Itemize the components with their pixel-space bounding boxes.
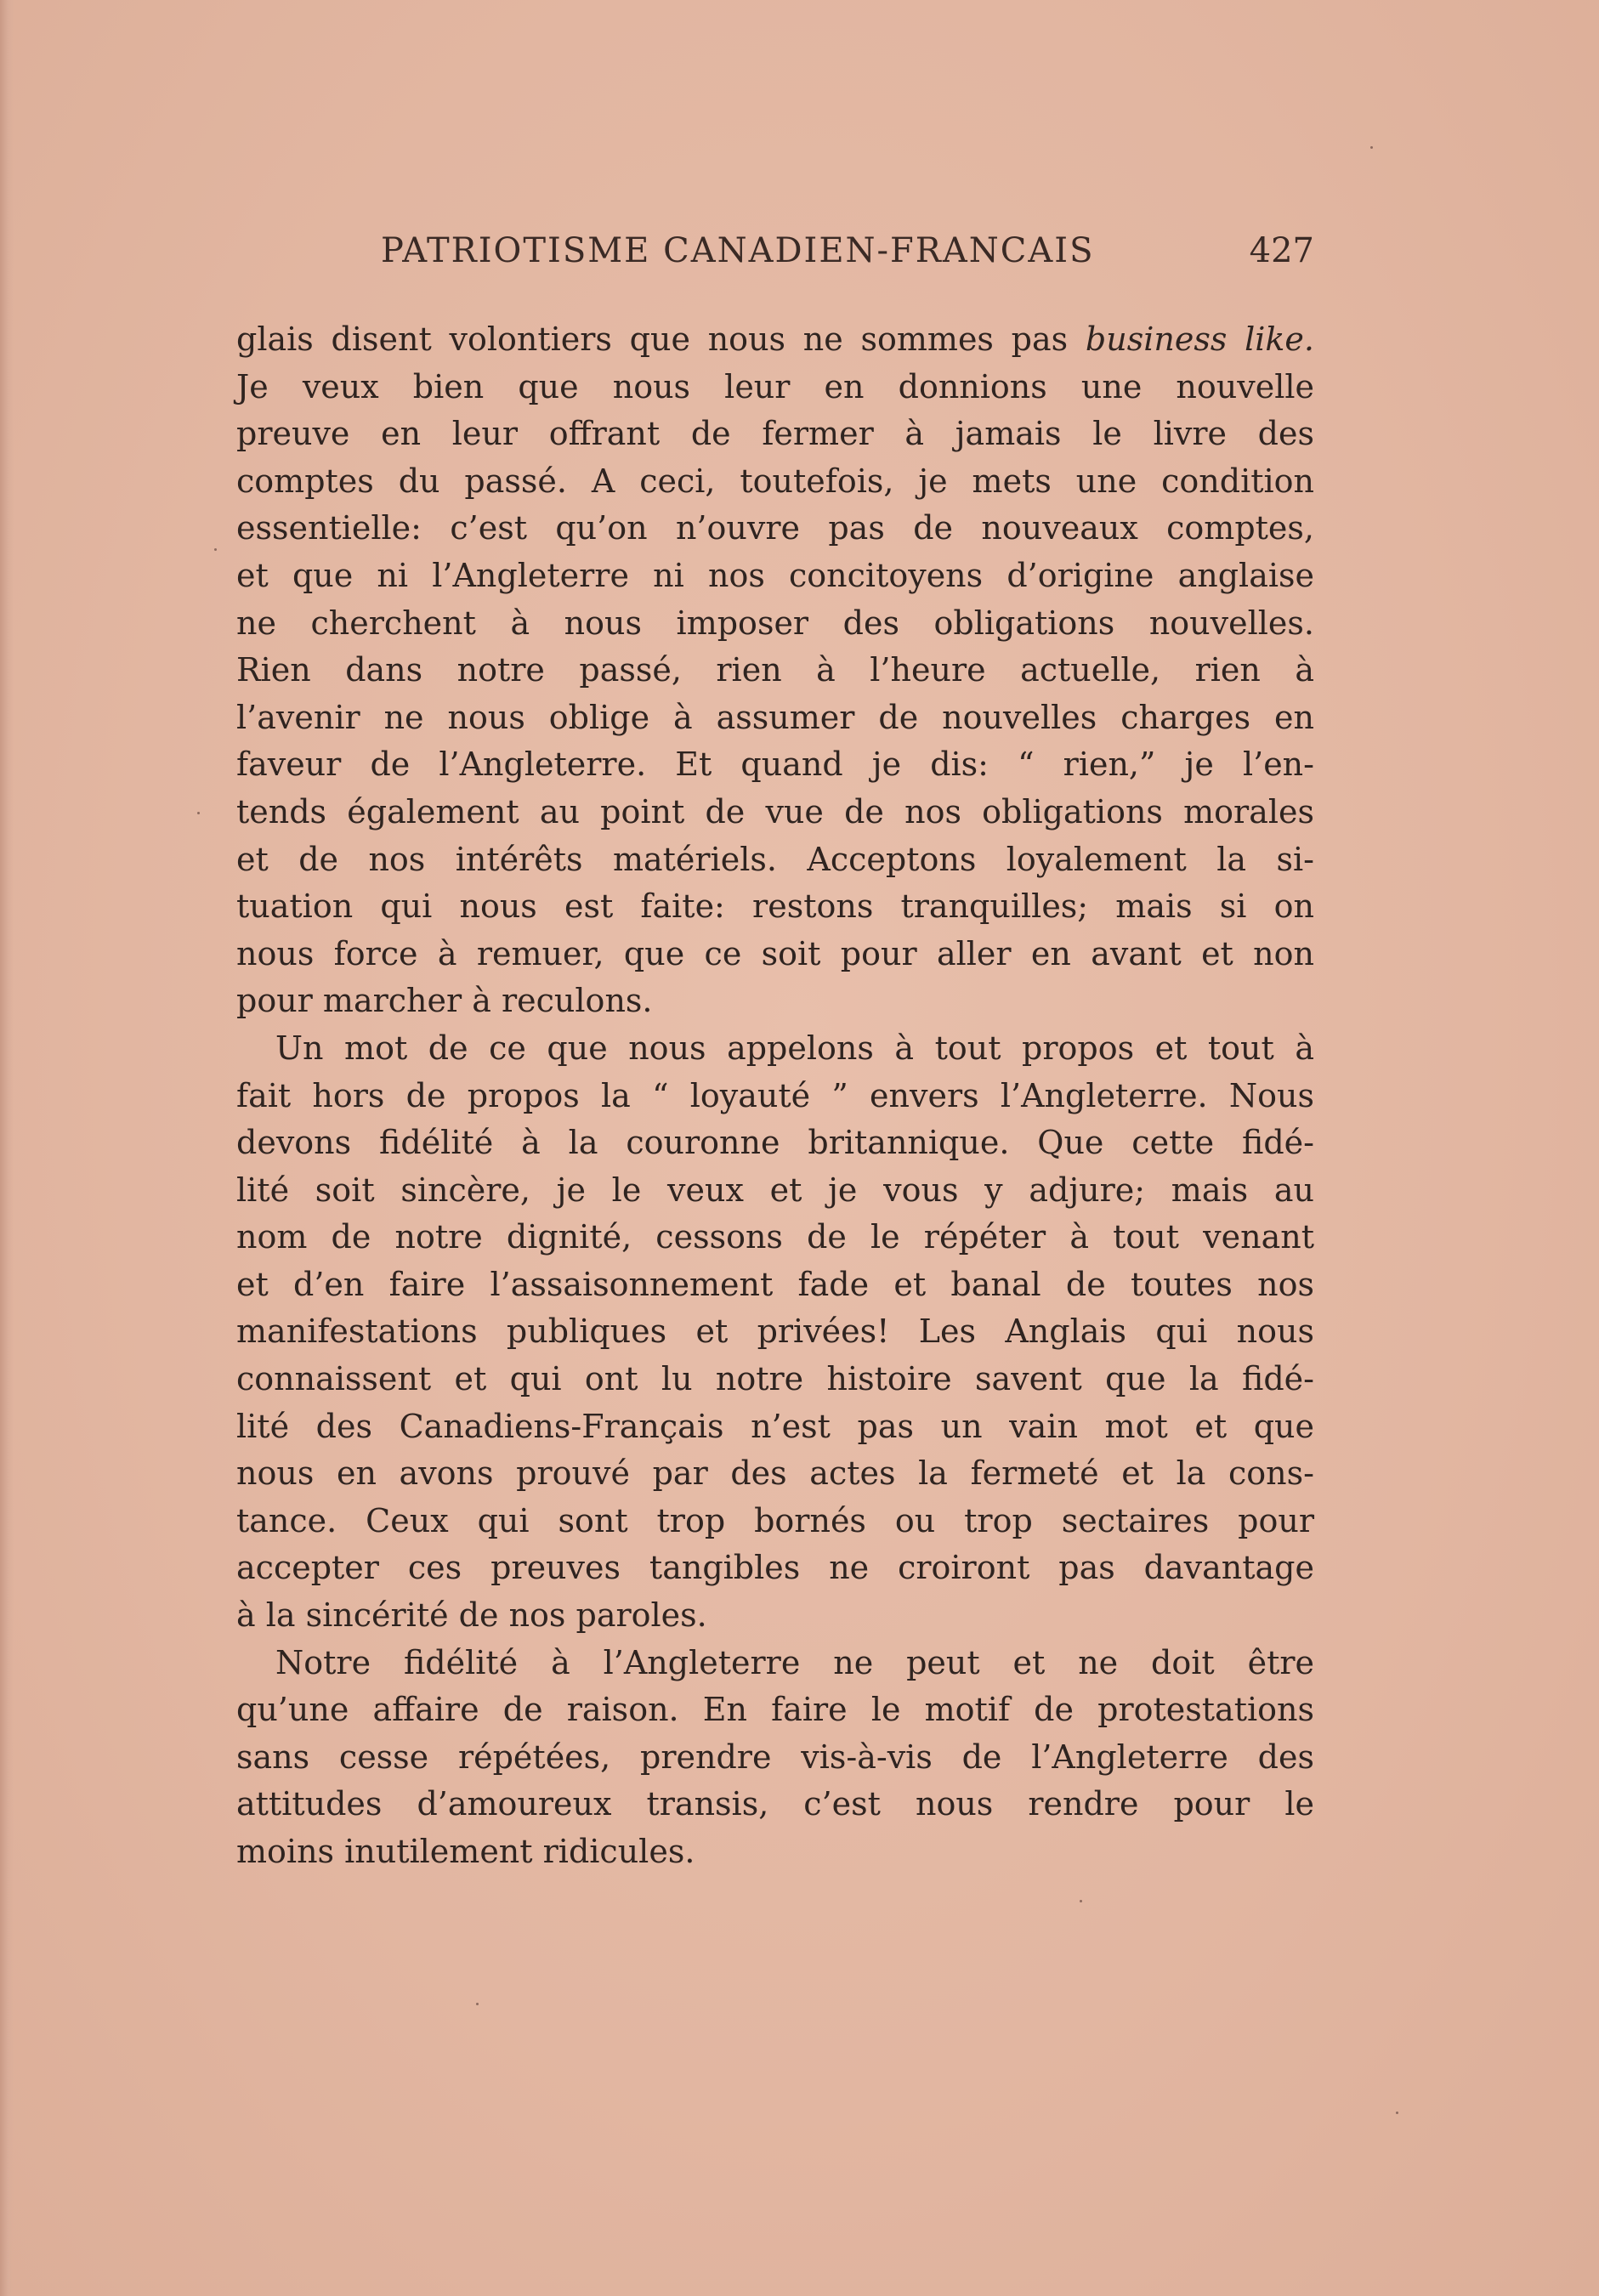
paragraph-start-line: Un mot de ce que nous appelons à tout propos et tout à: [275, 1029, 1314, 1067]
text-line: tance. Ceux qui sont trop bornés ou trop sectaires pour: [236, 1501, 1314, 1539]
text-line: fait hors de propos la “ loyauté ” envers l’Angleterre. Nous: [236, 1076, 1314, 1114]
text-line: nous en avons prouvé par des actes la fermeté et la cons-: [236, 1454, 1314, 1493]
text-line: ne cherchent à nous imposer des obligations nouvelles.: [236, 604, 1314, 642]
text-line: devons fidélité à la couronne britannique. Que cette fidé-: [236, 1124, 1314, 1162]
text-line: et d’en faire l’assaisonnement fade et banal de toutes nos: [236, 1265, 1314, 1303]
text-line: lité des Canadiens-Français n’est pas un vain mot et que: [236, 1407, 1314, 1445]
running-title: PATRIOTISME CANADIEN-FRANCAIS: [381, 231, 1095, 270]
paper-speck: [1396, 2112, 1398, 2114]
text-line: essentielle: c’est qu’on n’ouvre pas de nouveaux comptes,: [236, 509, 1314, 547]
text-line: nom de notre dignité, cessons de le répéter à tout venant: [236, 1218, 1314, 1256]
text-line: tuation qui nous est faite: restons tranquilles; mais si on: [236, 887, 1314, 926]
text-line: moins inutilement ridicules.: [236, 1833, 695, 1870]
text-line: pour marcher à reculons.: [236, 982, 653, 1020]
text-line: Rien dans notre passé, rien à l’heure actuelle, rien à: [236, 651, 1314, 689]
paper-speck: [476, 2003, 479, 2005]
text-line: l’avenir ne nous oblige à assumer de nouvelles charges en: [236, 698, 1314, 736]
text-line: sans cesse répétées, prendre vis-à-vis de l’Angleterre des: [236, 1738, 1314, 1776]
text-line: à la sincérité de nos paroles.: [236, 1596, 707, 1635]
text-line: accepter ces preuves tangibles ne croiront pas davantage: [236, 1549, 1314, 1587]
body-text: [236, 316, 1314, 1876]
paper-speck: [197, 812, 200, 814]
paper-speck: [214, 548, 217, 551]
text-line: connaissent et qui ont lu notre histoire savent que la fidé-: [236, 1360, 1314, 1398]
paper-speck: [1370, 146, 1373, 149]
text-line: comptes du passé. A ceci, toutefois, je mets une condition: [236, 462, 1314, 500]
text-line: tends également au point de vue de nos obligations morales: [236, 792, 1314, 831]
text-line: manifestations publiques et privées! Les Anglais qui nous: [236, 1312, 1314, 1351]
text-line: preuve en leur offrant de fermer à jamais le livre des: [236, 415, 1314, 453]
text-line: glais disent volontiers que nous ne sommes pas business like.: [236, 320, 1314, 358]
text-line: faveur de l’Angleterre. Et quand je dis: “ rien,” je l’en-: [236, 745, 1314, 784]
text-line: qu’une affaire de raison. En faire le motif de protestations: [236, 1691, 1314, 1729]
text-line: nous force à remuer, que ce soit pour aller en avant et non: [236, 934, 1314, 972]
running-head: [236, 231, 1314, 274]
text-line: lité soit sincère, je le veux et je vous y adjure; mais au: [236, 1171, 1314, 1209]
text-line: Je veux bien que nous leur en donnions une nouvelle: [236, 367, 1314, 405]
text-line: attitudes d’amoureux transis, c’est nous rendre pour le: [236, 1785, 1314, 1823]
paper-speck: [1080, 1900, 1082, 1902]
text-line: et que ni l’Angleterre ni nos concitoyens d’origine anglaise: [236, 556, 1314, 594]
page-number: 427: [1249, 231, 1314, 270]
text-line: et de nos intérêts matériels. Acceptons loyalement la si-: [236, 840, 1314, 878]
binding-edge: [0, 0, 14, 2296]
paragraph-start-line: Notre fidélité à l’Angleterre ne peut et ne doit être: [275, 1643, 1314, 1681]
